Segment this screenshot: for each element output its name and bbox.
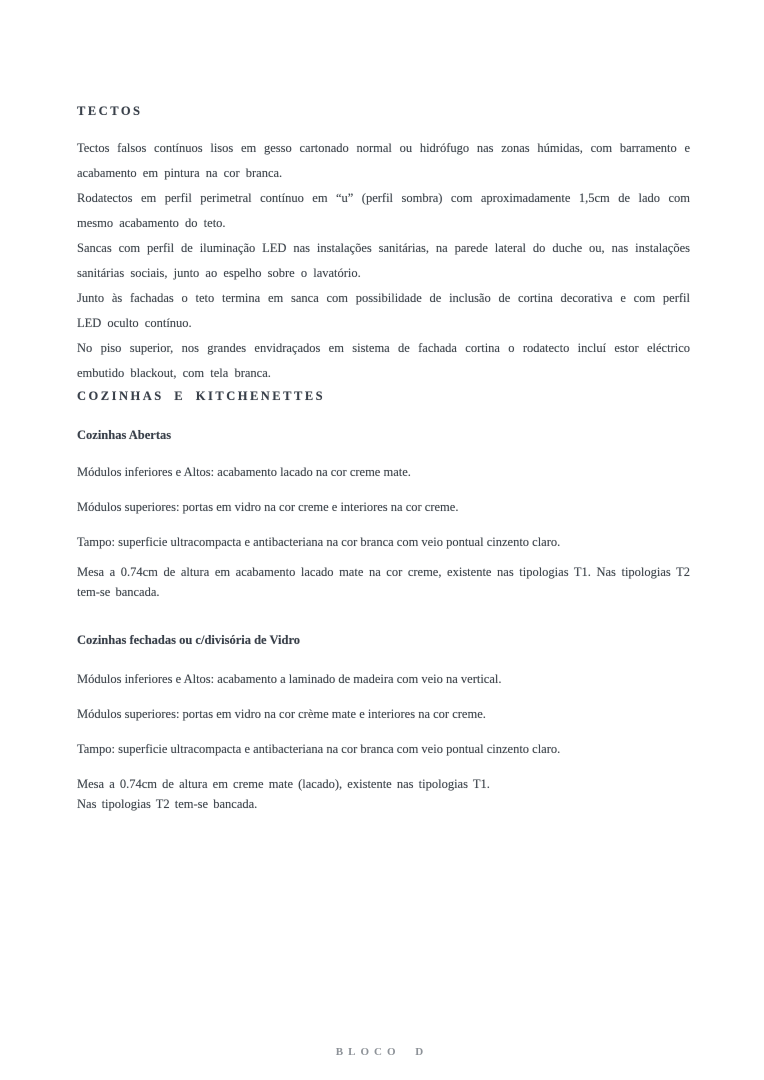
paragraph-fechadas-modulos-superiores: Módulos superiores: portas em vidro na cor crème mate e interiores na cor creme. — [77, 707, 486, 721]
paragraph-abertas-mesa: Mesa a 0.74cm de altura em acabamento lacado mate na cor creme, existente nas tipologias T1. Nas tipologias T2 tem-se bancada. — [77, 565, 690, 599]
section-tectos — [77, 104, 690, 386]
paragraph-abertas-modulos-superiores: Módulos superiores: portas em vidro na cor creme e interiores na cor creme. — [77, 500, 459, 514]
section-cozinhas — [77, 389, 690, 814]
section-title-tectos: TECTOS — [77, 104, 143, 118]
paragraph-fechadas-mesa — [77, 774, 690, 814]
section-title-cozinhas: COZINHAS E KITCHENETTES — [77, 389, 326, 403]
paragraph-abertas-modulos-inferiores: Módulos inferiores e Altos: acabamento lacado na cor creme mate. — [77, 465, 411, 479]
page-footer-text: BLOCO D — [335, 1046, 429, 1058]
paragraph-fechadas-tampo: Tampo: superficie ultracompacta e antibacteriana na cor branca com veio pontual cinzento claro. — [77, 742, 561, 756]
paragraph-tectos-2: Rodatectos em perfil perimetral contínuo em “u” (perfil sombra) com aproximadamente 1,5cm de lado com mesmo acabamento do teto. — [77, 191, 690, 230]
paragraph-fechadas-modulos-inferiores: Módulos inferiores e Altos: acabamento a laminado de madeira com veio na vertical. — [77, 672, 502, 686]
paragraph-tectos-4: Junto às fachadas o teto termina em sanca com possibilidade de inclusão de cortina decorativa e com perfil LED oculto contínuo. — [77, 291, 690, 330]
paragraph-fechadas-mesa-line-1: Mesa a 0.74cm de altura em creme mate (lacado), existente nas tipologias T1. — [77, 777, 490, 791]
subsection-title-cozinhas-abertas: Cozinhas Abertas — [77, 428, 172, 442]
paragraph-abertas-tampo: Tampo: superficie ultracompacta e antibacteriana na cor branca com veio pontual cinzento claro. — [77, 535, 561, 549]
paragraph-tectos-1: Tectos falsos contínuos lisos em gesso cartonado normal ou hidrófugo nas zonas húmidas, com barramento e acabamento em pintura na cor branca. — [77, 141, 690, 180]
subsection-title-cozinhas-fechadas: Cozinhas fechadas ou c/divisória de Vidro — [77, 633, 301, 647]
page-footer — [0, 1046, 764, 1058]
paragraph-tectos-5: No piso superior, nos grandes envidraçados em sistema de fachada cortina o rodatecto incluí estor eléctrico embutido blackout, com tela branca. — [77, 341, 690, 380]
paragraph-fechadas-mesa-line-2: Nas tipologias T2 tem-se bancada. — [77, 797, 258, 811]
paragraph-tectos-3: Sancas com perfil de iluminação LED nas instalações sanitárias, na parede lateral do duche ou, nas instalações sanitárias sociais, junto ao espelho sobre o lavatório. — [77, 241, 690, 280]
